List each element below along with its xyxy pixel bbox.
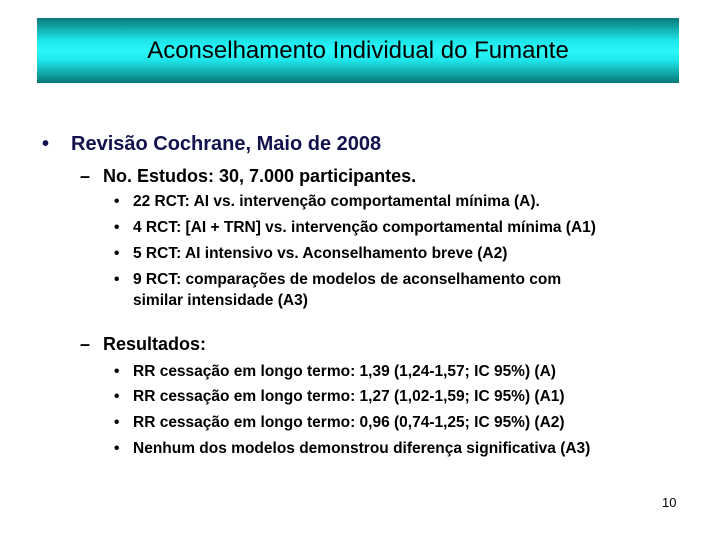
bullet-marker: • (114, 388, 120, 405)
list-item: 5 RCT: AI intensivo vs. Aconselhamento breve (A2) (133, 245, 508, 262)
dash-marker: – (80, 166, 91, 186)
sub-bullet-studies: No. Estudos: 30, 7.000 participantes. (103, 166, 417, 186)
bullet-marker: • (114, 193, 120, 210)
list-item: 22 RCT: AI vs. intervenção comportamental mínima (A). (133, 193, 540, 210)
list-item: RR cessação em longo termo: 0,96 (0,74-1,25; IC 95%) (A2) (133, 414, 565, 431)
bullet-marker: • (114, 219, 120, 236)
list-item: Nenhum dos modelos demonstrou diferença significativa (A3) (133, 440, 591, 457)
bullet-marker: • (114, 271, 120, 288)
slide-title: Aconselhamento Individual do Fumante (147, 36, 569, 64)
page-number: 10 (662, 495, 677, 510)
bullet-marker: • (114, 363, 120, 380)
list-item: RR cessação em longo termo: 1,27 (1,02-1,59; IC 95%) (A1) (133, 388, 565, 405)
sub-bullet-results: Resultados: (103, 334, 207, 354)
list-item: 4 RCT: [AI + TRN] vs. intervenção comportamental mínima (A1) (133, 219, 596, 236)
list-item: 9 RCT: comparações de modelos de aconselhamento com (133, 271, 562, 288)
bullet-marker: • (42, 133, 50, 155)
bullet-cochrane: Revisão Cochrane, Maio de 2008 (71, 133, 382, 155)
bullet-marker: • (114, 245, 120, 262)
dash-marker: – (80, 334, 91, 354)
list-item-continuation: similar intensidade (A3) (133, 292, 308, 309)
bullet-marker: • (114, 440, 120, 457)
list-item: RR cessação em longo termo: 1,39 (1,24-1,57; IC 95%) (A) (133, 363, 556, 380)
title-bar (37, 18, 679, 83)
bullet-marker: • (114, 414, 120, 431)
